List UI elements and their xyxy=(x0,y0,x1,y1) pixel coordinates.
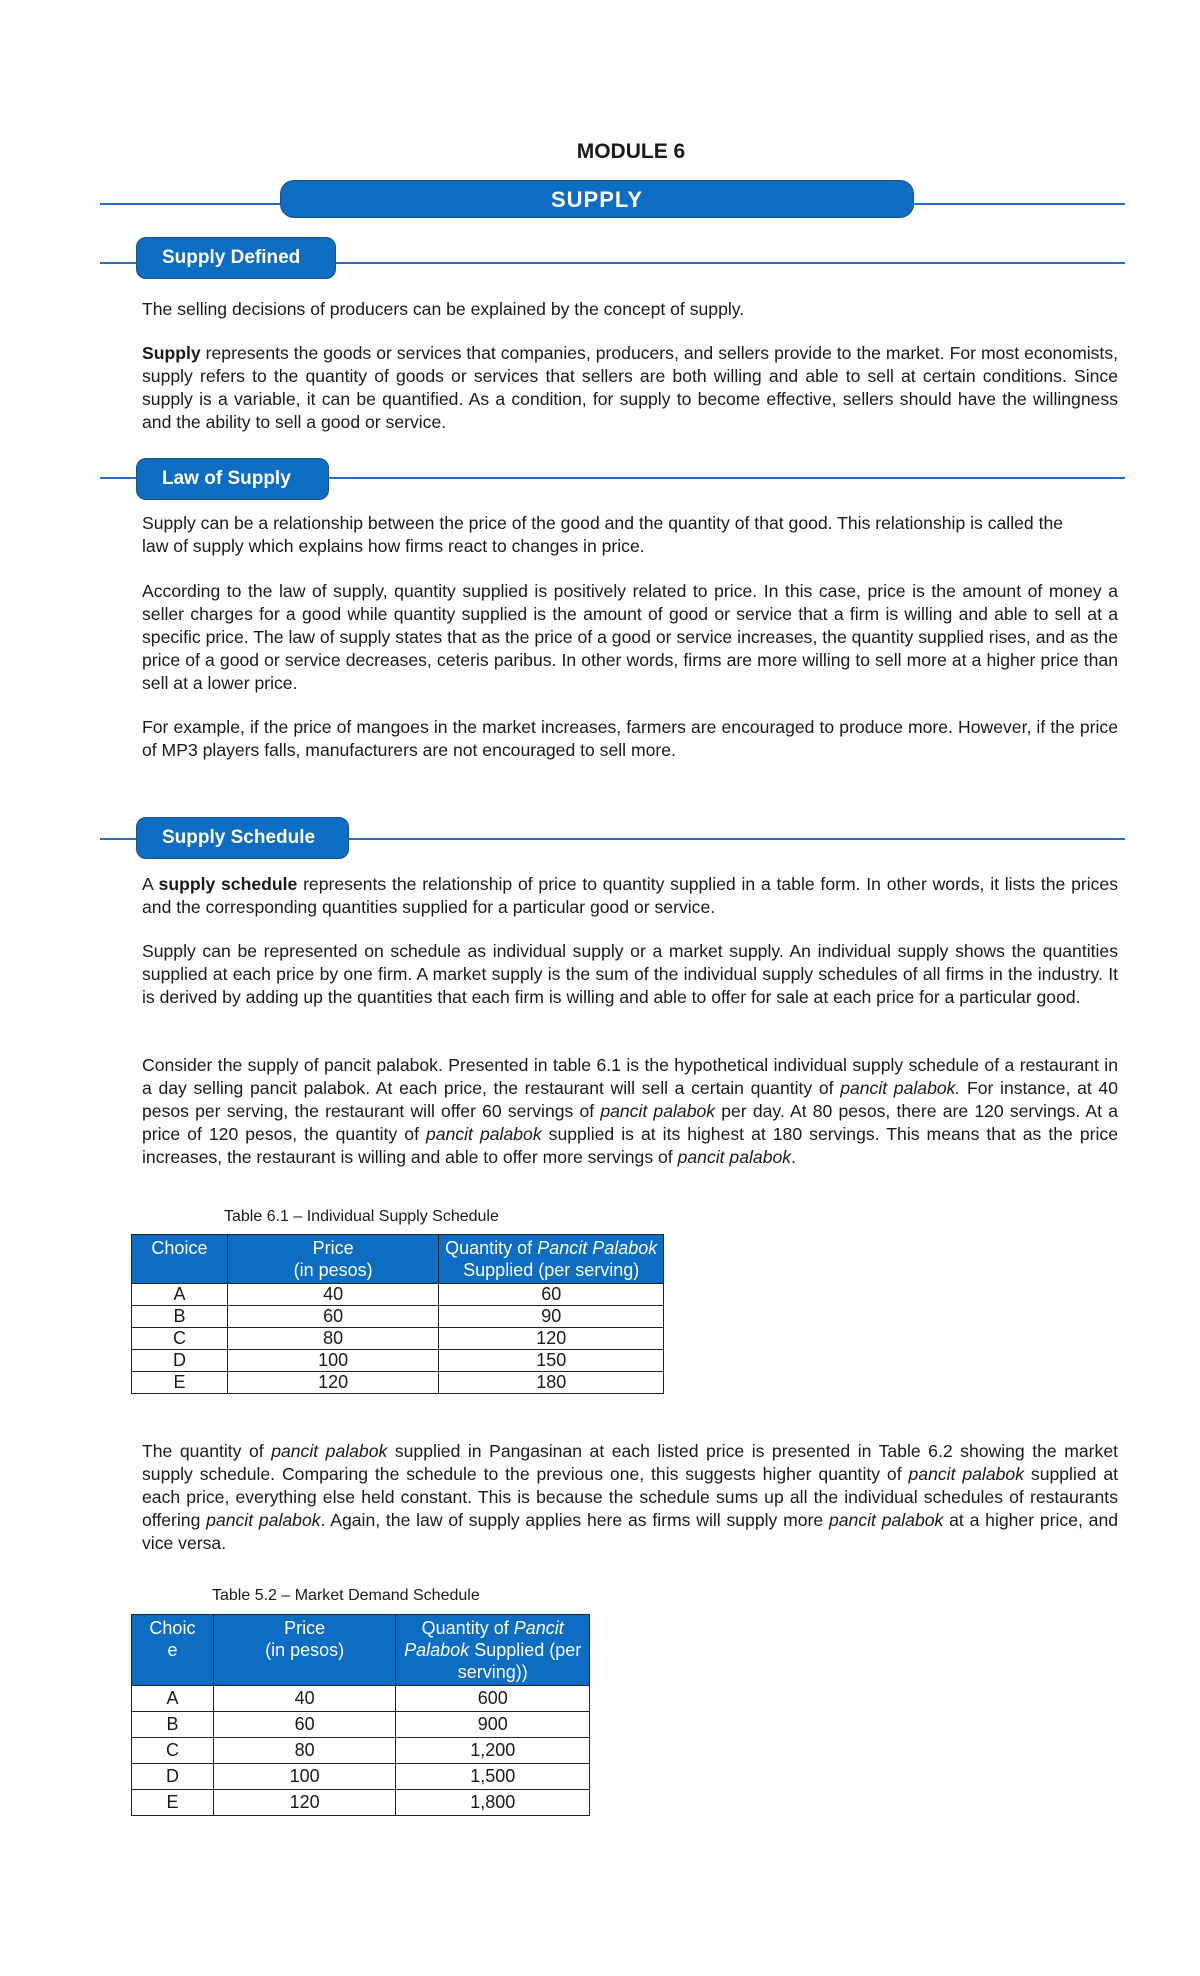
term-italic: pancit palabok xyxy=(426,1124,542,1144)
cell-choice: B xyxy=(132,1712,214,1738)
text-run: . Again, the law of supply applies here as firms will supply more xyxy=(320,1510,829,1530)
cell-quantity: 1,200 xyxy=(396,1738,590,1764)
table-row xyxy=(132,1284,664,1306)
cell-price: 40 xyxy=(227,1284,439,1306)
header-price xyxy=(227,1235,439,1284)
table-row xyxy=(132,1328,664,1350)
header-quantity xyxy=(396,1615,590,1686)
cell-price: 60 xyxy=(227,1306,439,1328)
table-caption: Table 5.2 – Market Demand Schedule xyxy=(212,1587,480,1604)
text-run: . xyxy=(791,1147,796,1167)
cell-quantity: 900 xyxy=(396,1712,590,1738)
paragraph xyxy=(142,1054,1118,1169)
text-run: For instance, at 40 pesos per serving, the restaurant will offer 60 servings of xyxy=(142,1078,1119,1121)
term-italic: pancit palabok xyxy=(271,1441,388,1461)
table-row xyxy=(132,1790,590,1816)
paragraph: According to the law of supply, quantity supplied is positively related to price. In this case, price is the amount of money a seller charges for a good while quantity supplied is the amount of good or service that a firm is willing and able to sell at a specific price. The law of supply states that as the price of a good or service increases, the quantity supplied rises, and as the price of a good or service decreases, ceteris paribus. In other words, firms are more willing to sell more at a higher price than sell at a lower price. xyxy=(142,581,1118,693)
paragraph xyxy=(142,342,1118,434)
cell-quantity: 180 xyxy=(439,1372,664,1394)
table-header-row xyxy=(132,1615,590,1686)
cell-price: 80 xyxy=(213,1738,396,1764)
cell-choice: A xyxy=(132,1284,228,1306)
header-choice: Choice xyxy=(132,1235,228,1284)
table-row xyxy=(132,1350,664,1372)
cell-quantity: 120 xyxy=(439,1328,664,1350)
cell-choice: D xyxy=(132,1350,228,1372)
text-run: represents the relationship of price to quantity supplied in a table form. In other words, it lists the prices and the corresponding quantities supplied for a particular good or service. xyxy=(142,874,1119,917)
cell-price: 40 xyxy=(213,1686,396,1712)
header-price-line1: Price xyxy=(312,1238,354,1258)
text-run: The quantity of xyxy=(142,1441,272,1461)
header-price-line2: (in pesos) xyxy=(265,1640,345,1660)
section-tab-supply-schedule: Supply Schedule xyxy=(136,817,349,859)
cell-quantity: 1,800 xyxy=(396,1790,590,1816)
text-run: Supplied (per serving) xyxy=(463,1260,640,1280)
text-run: Quantity of xyxy=(421,1618,514,1638)
cell-choice: C xyxy=(132,1738,214,1764)
term-italic: Pancit Palabok xyxy=(537,1238,658,1258)
cell-quantity: 600 xyxy=(396,1686,590,1712)
table-header-row xyxy=(132,1235,664,1284)
header-price xyxy=(213,1615,396,1686)
cell-price: 120 xyxy=(213,1790,396,1816)
cell-quantity: 1,500 xyxy=(396,1764,590,1790)
banner-rule-right xyxy=(905,203,1125,205)
term-italic: pancit palabok xyxy=(828,1510,944,1530)
cell-quantity: 150 xyxy=(439,1350,664,1372)
cell-quantity: 60 xyxy=(439,1284,664,1306)
paragraph xyxy=(142,873,1118,919)
module-title: MODULE 6 xyxy=(576,140,686,163)
term-italic: pancit palabok. xyxy=(840,1078,961,1098)
header-price-line2: (in pesos) xyxy=(293,1260,373,1280)
market-supply-table xyxy=(131,1614,590,1816)
paragraph: The selling decisions of producers can be explained by the concept of supply. xyxy=(142,299,745,319)
text-run: Supplied (per serving)) xyxy=(457,1640,582,1682)
table-caption: Table 6.1 – Individual Supply Schedule xyxy=(224,1208,499,1225)
text-run: supplied in Pangasinan at each listed price is presented in Table 6.2 showing the market supply schedule. Comparing the schedule to the previous one, this suggests higher quantity of xyxy=(142,1441,1118,1484)
text-run: Consider the supply of pancit palabok. Presented in table 6.1 is the hypothetical individual supply schedule of a restaurant in a day selling pancit palabok. At each price, the restaurant will sell a certain quantity of xyxy=(142,1055,1118,1098)
individual-supply-table xyxy=(131,1234,664,1394)
header-choice xyxy=(132,1615,214,1686)
section-tab-law-of-supply: Law of Supply xyxy=(136,458,329,500)
cell-choice: C xyxy=(132,1328,228,1350)
page-banner: SUPPLY xyxy=(280,180,914,218)
cell-quantity: 90 xyxy=(439,1306,664,1328)
text-run: supplied is at its highest at 180 servings. This means that as the price increases, the restaurant is willing and able to offer more servings of xyxy=(142,1124,1119,1167)
header-price-line1: Price xyxy=(284,1618,326,1638)
paragraph: For example, if the price of mangoes in the market increases, farmers are encouraged to produce more. However, if the price of MP3 players falls, manufacturers are not encouraged to sell more. xyxy=(142,717,1118,760)
cell-choice: B xyxy=(132,1306,228,1328)
term-italic: pancit palabok xyxy=(908,1464,1024,1484)
cell-price: 120 xyxy=(227,1372,439,1394)
header-choice-line1: Choic xyxy=(149,1618,196,1638)
table-row xyxy=(132,1712,590,1738)
header-choice-line2: e xyxy=(167,1640,178,1660)
header-quantity xyxy=(439,1235,664,1284)
term-italic: Pancit Palabok xyxy=(404,1618,564,1660)
text-run: Quantity of xyxy=(445,1238,538,1258)
text-run: supplied at each price, everything else held constant. This is because the schedule sums up all the individual schedules of restaurants offering xyxy=(142,1464,1119,1530)
cell-choice: E xyxy=(132,1790,214,1816)
paragraph: Supply can be a relationship between the price of the good and the quantity of that good. This relationship is called the law of supply which explains how firms react to changes in price. xyxy=(142,513,1064,556)
term: Supply xyxy=(142,343,201,363)
cell-choice: E xyxy=(132,1372,228,1394)
table-row xyxy=(132,1764,590,1790)
term: supply schedule xyxy=(158,874,298,894)
cell-price: 100 xyxy=(213,1764,396,1790)
section-tab-supply-defined: Supply Defined xyxy=(136,237,336,279)
cell-choice: D xyxy=(132,1764,214,1790)
text-run: per day. At 80 pesos, there are 120 servings. At a price of 120 pesos, the quantity of xyxy=(142,1101,1118,1144)
cell-choice: A xyxy=(132,1686,214,1712)
table-row xyxy=(132,1738,590,1764)
cell-price: 60 xyxy=(213,1712,396,1738)
table-row xyxy=(132,1686,590,1712)
text-run: at a higher price, and vice versa. xyxy=(142,1510,1119,1553)
term-italic: pancit palabok xyxy=(677,1147,792,1167)
paragraph: Supply can be represented on schedule as individual supply or a market supply. An individual supply shows the quantities supplied at each price by one firm. A market supply is the sum of the individual supply schedules of all firms in the industry. It is derived by adding up the quantities that each firm is willing and able to offer for sale at each price for a particular good. xyxy=(142,941,1118,1007)
cell-price: 100 xyxy=(227,1350,439,1372)
cell-price: 80 xyxy=(227,1328,439,1350)
text-run: represents the goods or services that companies, producers, and sellers provide to the market. For most economists, supply refers to the quantity of goods or services that sellers are both willing and able to sell at certain conditions. Since supply is a variable, it can be quantified. As a condition, for supply to become effective, sellers should have the willingness and the ability to sell a good or service. xyxy=(142,343,1118,432)
term-italic: pancit palabok xyxy=(206,1510,321,1530)
banner-rule-left xyxy=(100,203,290,205)
term-italic: pancit palabok xyxy=(600,1101,716,1121)
table-row xyxy=(132,1372,664,1394)
text-run: A xyxy=(142,874,159,894)
table-row xyxy=(132,1306,664,1328)
paragraph xyxy=(142,1440,1118,1555)
